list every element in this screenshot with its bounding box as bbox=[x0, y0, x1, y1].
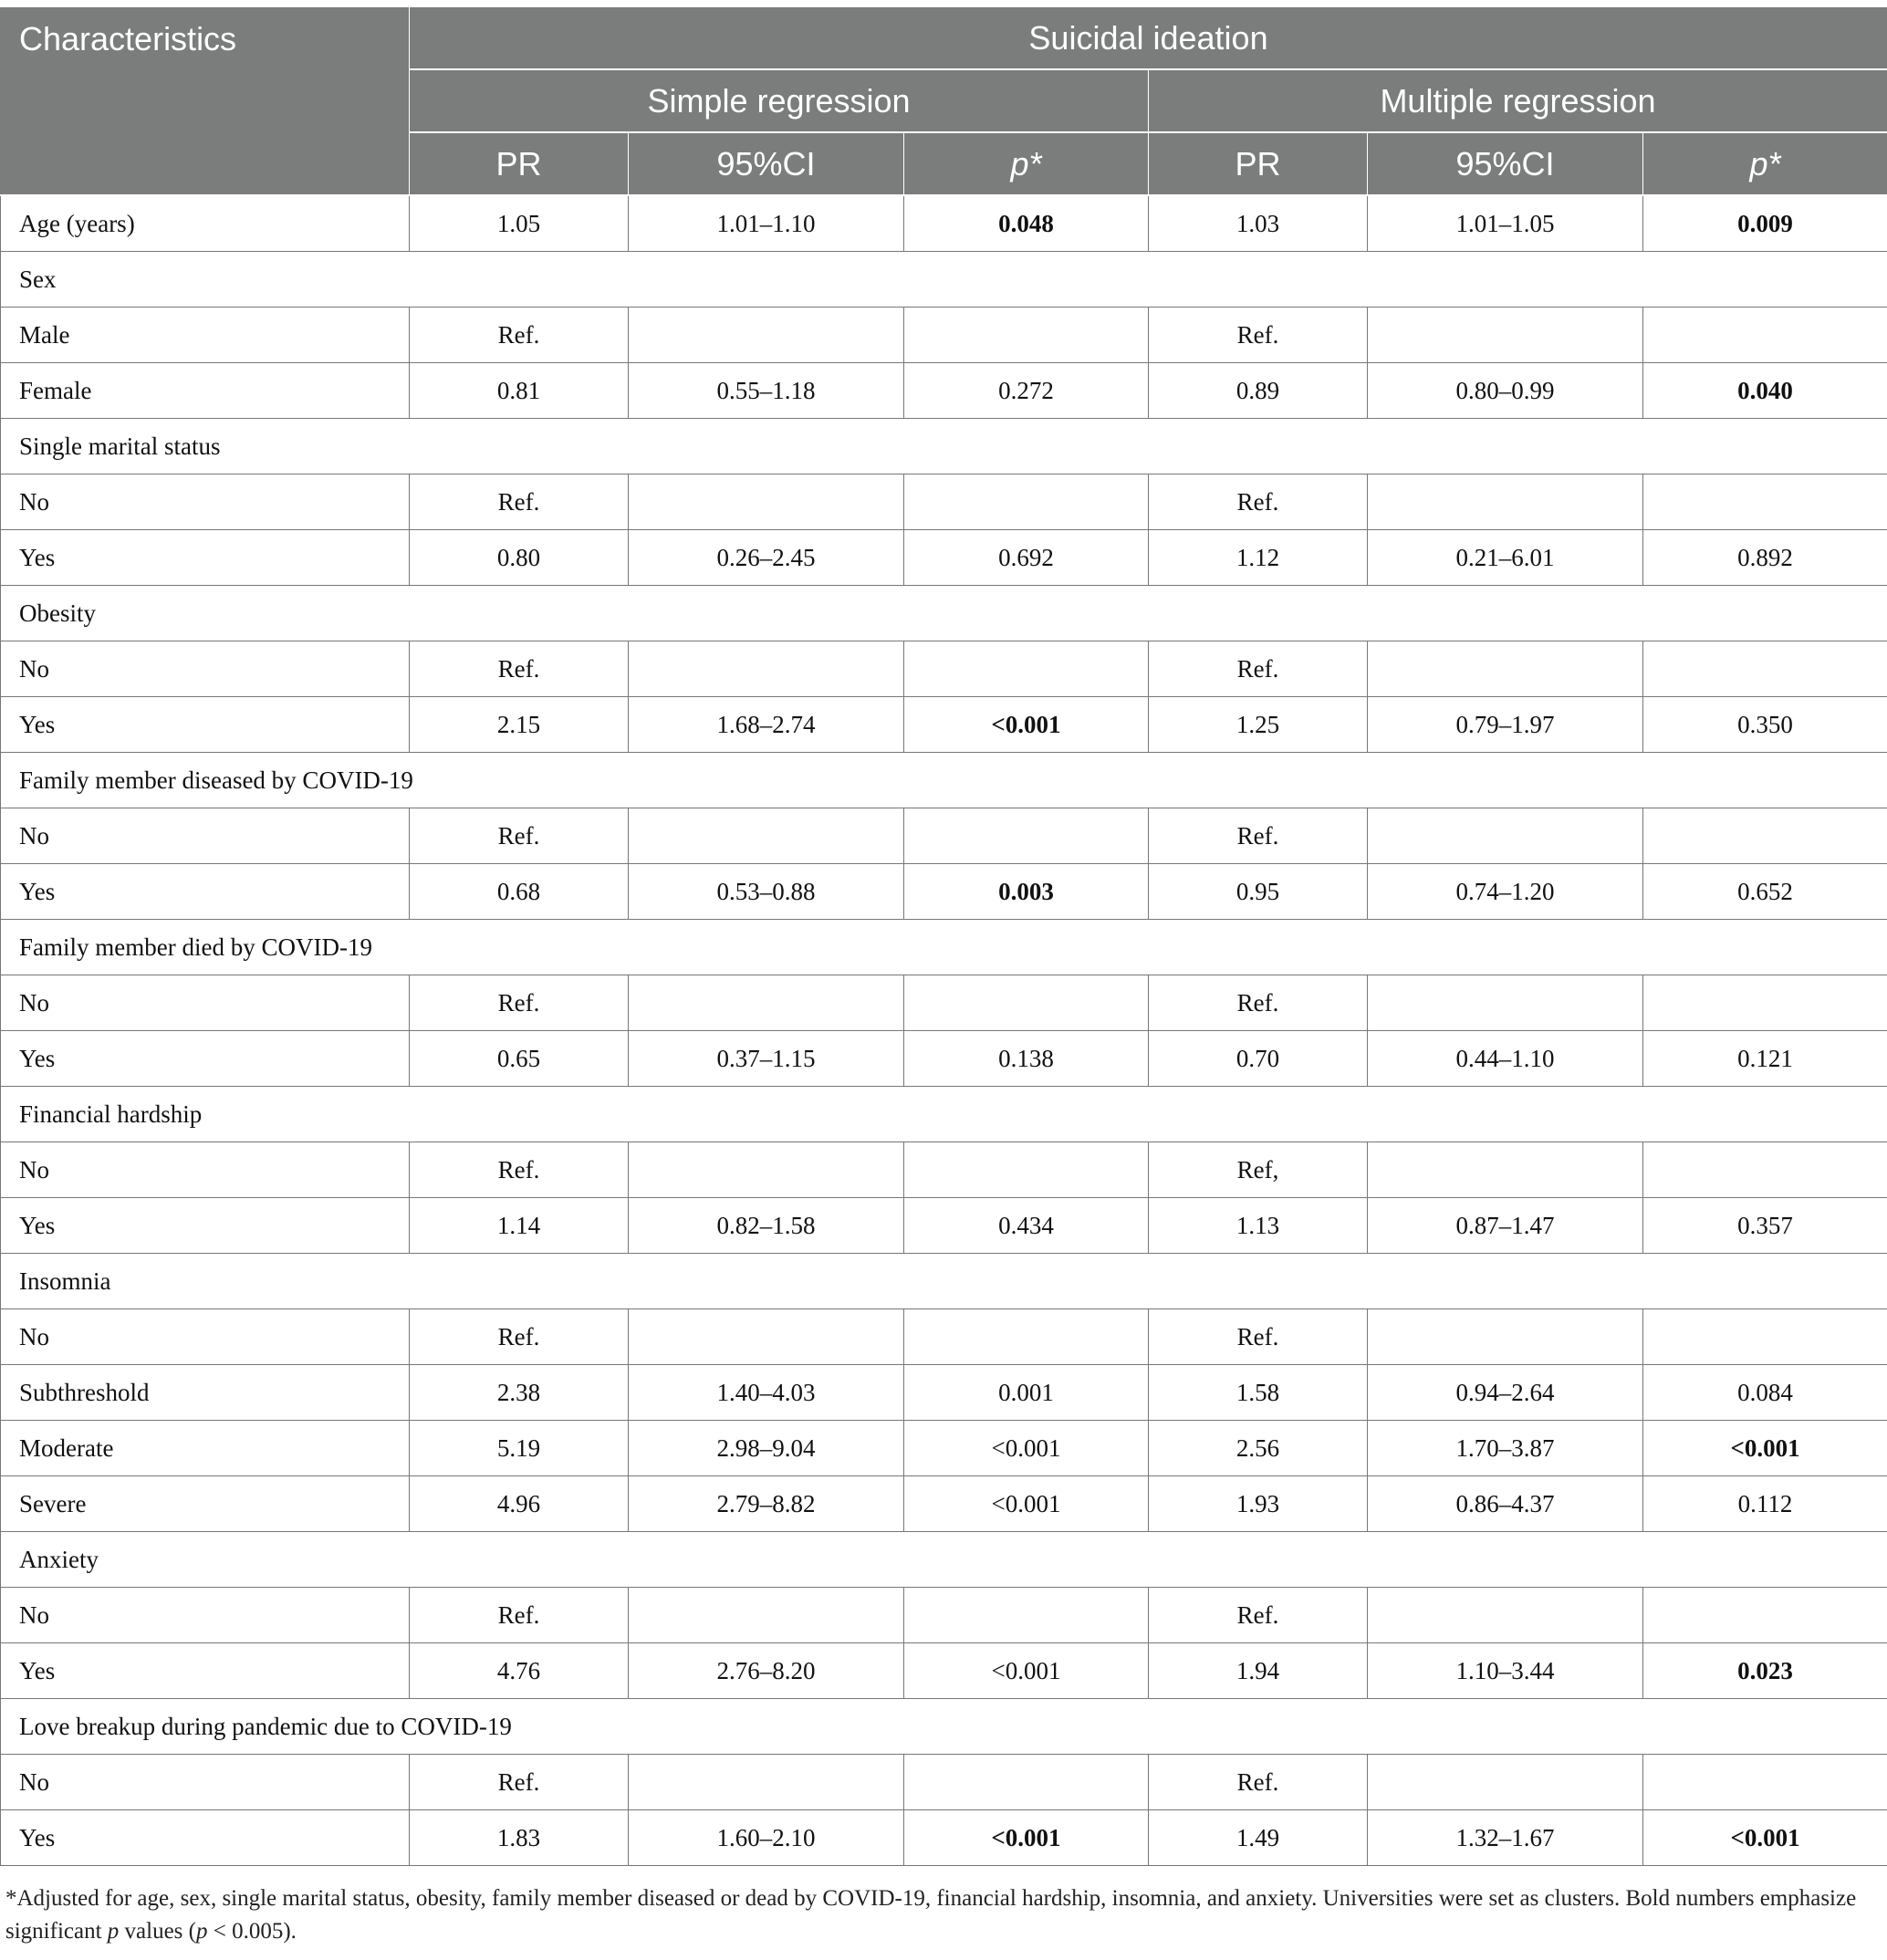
multiple-p-cell bbox=[1643, 308, 1887, 363]
header-multiple-regression: Multiple regression bbox=[1149, 69, 1887, 132]
simple-p-cell bbox=[904, 308, 1149, 363]
row-label: No bbox=[1, 975, 410, 1031]
multiple-ci-cell: 0.21–6.01 bbox=[1368, 530, 1643, 586]
simple-p-cell: 0.138 bbox=[904, 1031, 1149, 1087]
header-multiple-p: p* bbox=[1643, 132, 1887, 195]
multiple-ci-cell bbox=[1368, 808, 1643, 864]
simple-ci-cell bbox=[629, 641, 904, 697]
group-label: Financial hardship bbox=[1, 1087, 1887, 1142]
group-label: Anxiety bbox=[1, 1532, 1887, 1588]
row-label: No bbox=[1, 641, 410, 697]
table-row bbox=[1, 363, 1887, 419]
simple-p-cell bbox=[904, 1755, 1149, 1810]
footnote-text-2: values ( bbox=[119, 1919, 196, 1944]
multiple-ci-cell: 1.70–3.87 bbox=[1368, 1421, 1643, 1476]
multiple-p-cell: 0.892 bbox=[1643, 530, 1887, 586]
multiple-p-cell bbox=[1643, 1142, 1887, 1198]
multiple-pr-cell: Ref. bbox=[1149, 808, 1368, 864]
simple-pr-cell: 1.14 bbox=[410, 1198, 629, 1254]
simple-ci-cell bbox=[629, 1309, 904, 1365]
simple-pr-cell: Ref. bbox=[410, 1142, 629, 1198]
row-label: No bbox=[1, 1755, 410, 1810]
multiple-ci-cell bbox=[1368, 308, 1643, 363]
multiple-p-cell bbox=[1643, 1309, 1887, 1365]
simple-p-cell bbox=[904, 808, 1149, 864]
simple-pr-cell: 5.19 bbox=[410, 1421, 629, 1476]
simple-ci-cell: 2.79–8.82 bbox=[629, 1476, 904, 1532]
multiple-pr-cell: 1.12 bbox=[1149, 530, 1368, 586]
multiple-ci-cell: 0.79–1.97 bbox=[1368, 697, 1643, 753]
multiple-ci-cell bbox=[1368, 1588, 1643, 1643]
multiple-pr-cell: 1.13 bbox=[1149, 1198, 1368, 1254]
multiple-pr-cell: 1.25 bbox=[1149, 697, 1368, 753]
table-row bbox=[1, 1309, 1887, 1365]
simple-pr-cell: 0.68 bbox=[410, 864, 629, 920]
simple-ci-cell: 0.26–2.45 bbox=[629, 530, 904, 586]
multiple-ci-cell bbox=[1368, 474, 1643, 530]
table-container bbox=[0, 7, 1887, 1948]
simple-ci-cell: 2.76–8.20 bbox=[629, 1643, 904, 1699]
group-header-row bbox=[1, 1254, 1887, 1309]
multiple-p-cell bbox=[1643, 641, 1887, 697]
multiple-pr-cell: 0.70 bbox=[1149, 1031, 1368, 1087]
table-header bbox=[1, 7, 1887, 195]
multiple-p-cell: 0.084 bbox=[1643, 1365, 1887, 1421]
table-row bbox=[1, 975, 1887, 1031]
row-label: Male bbox=[1, 308, 410, 363]
table-row bbox=[1, 1810, 1887, 1866]
footnote-text-1: *Adjusted for age, sex, single marital status, obesity, family member diseased or dead by COVID-19, financial hardship, insomnia, and anxiety. Universities were set as clusters. Bold numbers emphasize significant bbox=[5, 1886, 1857, 1944]
simple-p-cell: 0.692 bbox=[904, 530, 1149, 586]
group-label: Insomnia bbox=[1, 1254, 1887, 1309]
row-label: No bbox=[1, 1309, 410, 1365]
group-header-row bbox=[1, 252, 1887, 308]
multiple-pr-cell: 1.93 bbox=[1149, 1476, 1368, 1532]
row-label: Severe bbox=[1, 1476, 410, 1532]
multiple-ci-cell: 1.10–3.44 bbox=[1368, 1643, 1643, 1699]
table-row bbox=[1, 1198, 1887, 1254]
multiple-pr-cell: Ref, bbox=[1149, 1142, 1368, 1198]
simple-pr-cell: Ref. bbox=[410, 1755, 629, 1810]
multiple-pr-cell: Ref. bbox=[1149, 1588, 1368, 1643]
table-row bbox=[1, 1476, 1887, 1532]
header-suicidal-ideation: Suicidal ideation bbox=[410, 7, 1887, 69]
group-label: Love breakup during pandemic due to COVID-19 bbox=[1, 1699, 1887, 1755]
simple-p-cell bbox=[904, 1309, 1149, 1365]
simple-p-cell: 0.434 bbox=[904, 1198, 1149, 1254]
simple-pr-cell: 2.38 bbox=[410, 1365, 629, 1421]
multiple-p-cell: 0.112 bbox=[1643, 1476, 1887, 1532]
simple-ci-cell bbox=[629, 975, 904, 1031]
simple-p-cell: 0.048 bbox=[904, 195, 1149, 252]
simple-p-cell: <0.001 bbox=[904, 1643, 1149, 1699]
multiple-p-cell: <0.001 bbox=[1643, 1421, 1887, 1476]
regression-table bbox=[0, 7, 1887, 1866]
table-row bbox=[1, 195, 1887, 252]
table-row bbox=[1, 864, 1887, 920]
multiple-pr-cell: 2.56 bbox=[1149, 1421, 1368, 1476]
header-simple-ci: 95%CI bbox=[629, 132, 904, 195]
simple-p-cell: 0.003 bbox=[904, 864, 1149, 920]
multiple-pr-cell: 1.58 bbox=[1149, 1365, 1368, 1421]
simple-pr-cell: 0.65 bbox=[410, 1031, 629, 1087]
group-header-row bbox=[1, 1087, 1887, 1142]
row-label: Yes bbox=[1, 1031, 410, 1087]
group-header-row bbox=[1, 586, 1887, 641]
multiple-ci-cell: 1.01–1.05 bbox=[1368, 195, 1643, 252]
simple-pr-cell: Ref. bbox=[410, 975, 629, 1031]
group-header-row bbox=[1, 1699, 1887, 1755]
simple-p-cell: <0.001 bbox=[904, 1476, 1149, 1532]
row-label: Yes bbox=[1, 697, 410, 753]
simple-ci-cell bbox=[629, 308, 904, 363]
multiple-ci-cell: 0.87–1.47 bbox=[1368, 1198, 1643, 1254]
simple-p-cell bbox=[904, 975, 1149, 1031]
simple-pr-cell: Ref. bbox=[410, 808, 629, 864]
group-header-row bbox=[1, 1532, 1887, 1588]
group-label: Sex bbox=[1, 252, 1887, 308]
header-multiple-pr: PR bbox=[1149, 132, 1368, 195]
simple-ci-cell: 1.01–1.10 bbox=[629, 195, 904, 252]
multiple-ci-cell bbox=[1368, 975, 1643, 1031]
row-label: Moderate bbox=[1, 1421, 410, 1476]
table-row bbox=[1, 641, 1887, 697]
simple-ci-cell: 1.40–4.03 bbox=[629, 1365, 904, 1421]
multiple-pr-cell: Ref. bbox=[1149, 1309, 1368, 1365]
multiple-pr-cell: Ref. bbox=[1149, 474, 1368, 530]
table-footnote bbox=[0, 1866, 1887, 1948]
simple-p-cell bbox=[904, 474, 1149, 530]
simple-pr-cell: 0.81 bbox=[410, 363, 629, 419]
table-row bbox=[1, 808, 1887, 864]
simple-pr-cell: 2.15 bbox=[410, 697, 629, 753]
header-simple-regression: Simple regression bbox=[410, 69, 1149, 132]
footnote-text-3: < 0.005). bbox=[207, 1919, 297, 1944]
simple-ci-cell bbox=[629, 1755, 904, 1810]
row-label: Age (years) bbox=[1, 195, 410, 252]
multiple-ci-cell: 0.44–1.10 bbox=[1368, 1031, 1643, 1087]
simple-pr-cell: Ref. bbox=[410, 308, 629, 363]
header-simple-p: p* bbox=[904, 132, 1149, 195]
table-row bbox=[1, 697, 1887, 753]
simple-p-cell: <0.001 bbox=[904, 1421, 1149, 1476]
table-row bbox=[1, 1365, 1887, 1421]
group-label: Family member died by COVID-19 bbox=[1, 920, 1887, 975]
row-label: Yes bbox=[1, 1643, 410, 1699]
multiple-p-cell: 0.023 bbox=[1643, 1643, 1887, 1699]
table-row bbox=[1, 1643, 1887, 1699]
table-body bbox=[1, 195, 1887, 1866]
simple-pr-cell: Ref. bbox=[410, 1309, 629, 1365]
simple-ci-cell: 2.98–9.04 bbox=[629, 1421, 904, 1476]
multiple-p-cell: 0.009 bbox=[1643, 195, 1887, 252]
multiple-pr-cell: Ref. bbox=[1149, 1755, 1368, 1810]
row-label: No bbox=[1, 1588, 410, 1643]
row-label: Yes bbox=[1, 530, 410, 586]
row-label: Yes bbox=[1, 864, 410, 920]
multiple-pr-cell: 1.49 bbox=[1149, 1810, 1368, 1866]
multiple-p-cell bbox=[1643, 808, 1887, 864]
multiple-ci-cell: 0.74–1.20 bbox=[1368, 864, 1643, 920]
footnote-p-symbol: p bbox=[107, 1919, 120, 1944]
multiple-p-cell: 0.121 bbox=[1643, 1031, 1887, 1087]
multiple-pr-cell: Ref. bbox=[1149, 641, 1368, 697]
group-header-row bbox=[1, 753, 1887, 808]
table-row bbox=[1, 1031, 1887, 1087]
row-label: No bbox=[1, 808, 410, 864]
multiple-ci-cell bbox=[1368, 1309, 1643, 1365]
simple-p-cell: <0.001 bbox=[904, 1810, 1149, 1866]
multiple-p-cell bbox=[1643, 975, 1887, 1031]
simple-pr-cell: 4.76 bbox=[410, 1643, 629, 1699]
simple-ci-cell: 1.60–2.10 bbox=[629, 1810, 904, 1866]
simple-ci-cell: 1.68–2.74 bbox=[629, 697, 904, 753]
multiple-pr-cell: Ref. bbox=[1149, 975, 1368, 1031]
simple-ci-cell bbox=[629, 808, 904, 864]
table-row bbox=[1, 1421, 1887, 1476]
simple-p-cell: 0.001 bbox=[904, 1365, 1149, 1421]
multiple-pr-cell: Ref. bbox=[1149, 308, 1368, 363]
simple-ci-cell bbox=[629, 474, 904, 530]
group-label: Obesity bbox=[1, 586, 1887, 641]
simple-p-cell bbox=[904, 1588, 1149, 1643]
simple-pr-cell: 0.80 bbox=[410, 530, 629, 586]
multiple-pr-cell: 0.95 bbox=[1149, 864, 1368, 920]
table-row bbox=[1, 1755, 1887, 1810]
table-row bbox=[1, 308, 1887, 363]
multiple-p-cell: 0.350 bbox=[1643, 697, 1887, 753]
row-label: Subthreshold bbox=[1, 1365, 410, 1421]
simple-ci-cell: 0.37–1.15 bbox=[629, 1031, 904, 1087]
multiple-ci-cell: 0.86–4.37 bbox=[1368, 1476, 1643, 1532]
simple-pr-cell: 1.83 bbox=[410, 1810, 629, 1866]
simple-pr-cell: Ref. bbox=[410, 474, 629, 530]
group-label: Family member diseased by COVID-19 bbox=[1, 753, 1887, 808]
group-header-row bbox=[1, 419, 1887, 474]
simple-ci-cell bbox=[629, 1588, 904, 1643]
simple-pr-cell: 4.96 bbox=[410, 1476, 629, 1532]
simple-ci-cell: 0.82–1.58 bbox=[629, 1198, 904, 1254]
multiple-p-cell: 0.652 bbox=[1643, 864, 1887, 920]
simple-ci-cell: 0.53–0.88 bbox=[629, 864, 904, 920]
multiple-pr-cell: 0.89 bbox=[1149, 363, 1368, 419]
simple-ci-cell: 0.55–1.18 bbox=[629, 363, 904, 419]
simple-pr-cell: Ref. bbox=[410, 1588, 629, 1643]
simple-pr-cell: Ref. bbox=[410, 641, 629, 697]
simple-p-cell bbox=[904, 1142, 1149, 1198]
group-header-row bbox=[1, 920, 1887, 975]
row-label: Female bbox=[1, 363, 410, 419]
multiple-pr-cell: 1.94 bbox=[1149, 1643, 1368, 1699]
footnote-p-symbol-2: p bbox=[195, 1919, 208, 1944]
multiple-ci-cell bbox=[1368, 641, 1643, 697]
row-label: No bbox=[1, 474, 410, 530]
multiple-ci-cell: 1.32–1.67 bbox=[1368, 1810, 1643, 1866]
group-label: Single marital status bbox=[1, 419, 1887, 474]
multiple-p-cell bbox=[1643, 1588, 1887, 1643]
multiple-ci-cell bbox=[1368, 1755, 1643, 1810]
multiple-p-cell: 0.040 bbox=[1643, 363, 1887, 419]
multiple-ci-cell bbox=[1368, 1142, 1643, 1198]
simple-p-cell bbox=[904, 641, 1149, 697]
table-row bbox=[1, 530, 1887, 586]
multiple-p-cell bbox=[1643, 474, 1887, 530]
table-row bbox=[1, 1588, 1887, 1643]
simple-p-cell: <0.001 bbox=[904, 697, 1149, 753]
table-row bbox=[1, 474, 1887, 530]
multiple-p-cell: 0.357 bbox=[1643, 1198, 1887, 1254]
simple-p-cell: 0.272 bbox=[904, 363, 1149, 419]
row-label: Yes bbox=[1, 1198, 410, 1254]
multiple-p-cell bbox=[1643, 1755, 1887, 1810]
multiple-ci-cell: 0.80–0.99 bbox=[1368, 363, 1643, 419]
simple-pr-cell: 1.05 bbox=[410, 195, 629, 252]
row-label: Yes bbox=[1, 1810, 410, 1866]
multiple-ci-cell: 0.94–2.64 bbox=[1368, 1365, 1643, 1421]
multiple-p-cell: <0.001 bbox=[1643, 1810, 1887, 1866]
header-characteristics: Characteristics bbox=[1, 7, 410, 195]
table-row bbox=[1, 1142, 1887, 1198]
header-multiple-ci: 95%CI bbox=[1368, 132, 1643, 195]
header-simple-pr: PR bbox=[410, 132, 629, 195]
multiple-pr-cell: 1.03 bbox=[1149, 195, 1368, 252]
row-label: No bbox=[1, 1142, 410, 1198]
simple-ci-cell bbox=[629, 1142, 904, 1198]
